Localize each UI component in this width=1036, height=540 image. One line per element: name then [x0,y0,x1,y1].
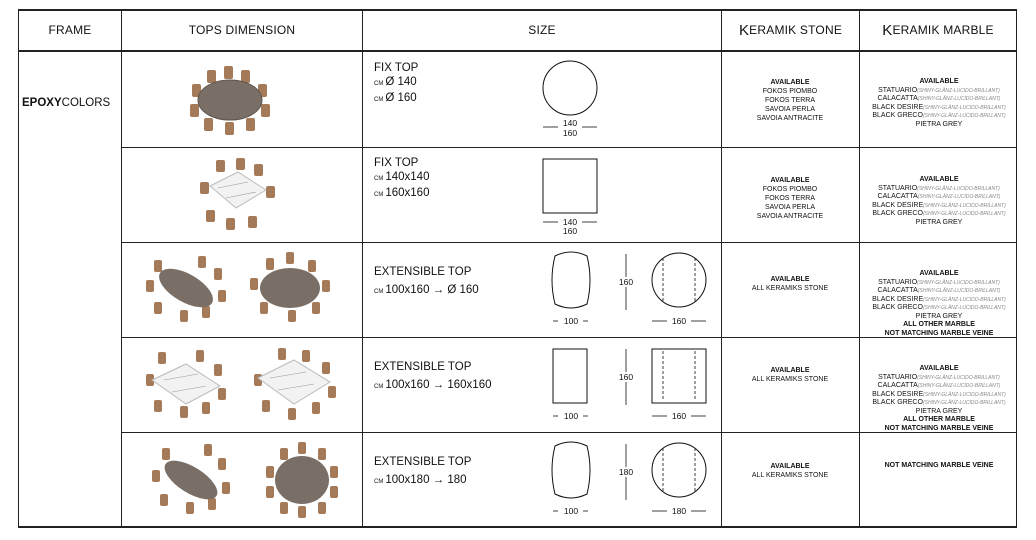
size-line [374,283,479,299]
dim-label: 140 [562,118,578,128]
shape-extensible-rect-to-square [545,345,715,427]
marble-item: CALACATTA(SHINY-GLÄNZ-LUCIDO-BRILLANT) [877,287,1001,294]
table-thumbnail-square-marble [196,156,278,234]
marble-availability: AVAILABLE [919,78,959,85]
header-keramik-stone-rest: ERAMIK STONE [749,23,843,37]
unit-label: CM [374,176,384,182]
stone-availability: AVAILABLE [770,463,810,470]
stone-cell-row-4 [722,366,858,384]
header-keramik-marble [860,10,1016,50]
marble-item: STATUARIO(SHINY-GLÄNZ-LUCIDO-BRILLANT) [878,278,1000,286]
marble-item: STATUARIO(SHINY-GLÄNZ-LUCIDO-BRILLANT) [878,184,1000,192]
stone-item: FOKOS TERRA [764,195,816,202]
marble-availability: AVAILABLE [919,270,959,277]
marble-item: BLACK GRECO(SHINY-GLÄNZ-LUCIDO-BRILLANT) [872,112,1006,119]
dim-label: 160 [562,128,578,138]
dimension-value: Ø 140 [385,76,417,88]
frame-rest: COLORS [61,97,111,109]
stone-item: FOKOS TERRA [764,97,816,104]
marble-item: BLACK DESIRE(SHINY-GLÄNZ-LUCIDO-BRILLANT) [872,295,1006,303]
header-tops-dimension [122,10,362,50]
header-keramik-stone-cap: K [738,21,750,39]
dim-label: 140 [562,217,578,227]
header-tops-dimension-text: TOPS DIMENSION [188,23,296,37]
stone-item: FOKOS PIOMBO [762,88,818,95]
size-title: FIX TOP [374,62,419,74]
size-line [374,378,491,394]
header-size [363,10,721,50]
shape-square-diagram [530,155,610,237]
unit-label: CM [374,289,384,295]
size-title: EXTENSIBLE TOP [374,361,472,373]
unit-label: CM [374,97,384,103]
dim-label: 160 [618,372,634,382]
size-label-row-5 [374,455,471,489]
size-title: EXTENSIBLE TOP [374,266,472,278]
table-thumbnail-round-dark [180,62,280,140]
marble-item: BLACK DESIRE(SHINY-GLÄNZ-LUCIDO-BRILLANT) [872,390,1006,398]
marble-item: ALL OTHER MARBLE [903,321,975,328]
marble-item: CALACATTA(SHINY-GLÄNZ-LUCIDO-BRILLANT) [877,95,1001,102]
size-line [374,170,429,186]
stone-availability: AVAILABLE [770,367,810,374]
row-divider [121,242,1017,243]
dimension-value: 100x160 → 160x160 [385,379,492,391]
stone-item: SAVOIA ANTRACITE [756,213,824,220]
shape-extensible-oval-to-round [545,250,715,332]
marble-item: STATUARIO(SHINY-GLÄNZ-LUCIDO-BRILLANT) [878,373,1000,381]
dim-label: 100 [563,506,579,516]
dimension-value: 100x180 → 180 [385,474,467,486]
stone-cell-row-2 [722,176,858,221]
marble-item: ALL OTHER MARBLE [903,416,975,423]
header-keramik-stone [722,10,859,50]
dimension-value: 100x160 → Ø 160 [385,284,479,296]
marble-availability: AVAILABLE [919,176,959,183]
stone-item: ALL KERAMIKS STONE [751,376,829,383]
table-thumbnail-ext-oval-dark-2 [146,440,236,520]
stone-item: SAVOIA ANTRACITE [756,115,824,122]
stone-availability: AVAILABLE [770,177,810,184]
marble-item: STATUARIO(SHINY-GLÄNZ-LUCIDO-BRILLANT) [878,86,1000,94]
header-keramik-marble-cap: K [882,21,893,39]
dim-label: 160 [671,316,687,326]
marble-cell-row-5 [860,462,1018,471]
unit-label: CM [374,192,384,198]
size-label-row-1 [374,61,418,107]
size-title: FIX TOP [374,157,419,169]
dimension-value: 160x160 [385,187,430,199]
stone-item: FOKOS PIOMBO [762,186,818,193]
header-size-text: SIZE [528,23,556,37]
stone-cell-row-1 [722,78,858,123]
marble-item: PIETRA GREY [915,218,963,226]
header-keramik-marble-rest: ERAMIK MARBLE [892,23,994,37]
stone-item: ALL KERAMIKS STONE [751,285,829,292]
unit-label: CM [374,81,384,87]
size-label-row-4 [374,360,491,394]
marble-item: PIETRA GREY [915,120,963,128]
size-line [374,473,471,489]
marble-item: NOT MATCHING MARBLE VEINE [884,424,994,432]
shape-round-diagram [530,58,610,140]
stone-availability: AVAILABLE [770,276,810,283]
table-thumbnail-ext-rect-marble [140,346,232,424]
dimension-value: Ø 160 [385,92,417,104]
marble-item: BLACK DESIRE(SHINY-GLÄNZ-LUCIDO-BRILLANT) [872,103,1006,111]
marble-cell-row-1 [860,78,1018,129]
stone-cell-row-5 [722,462,858,480]
stone-cell-row-3 [722,275,858,293]
header-frame [19,10,121,50]
marble-availability: AVAILABLE [919,365,959,372]
marble-item: NOT MATCHING MARBLE VEINE [884,462,994,469]
marble-item: BLACK GRECO(SHINY-GLÄNZ-LUCIDO-BRILLANT) [872,210,1006,217]
table-thumbnail-ext-oval-dark [140,250,232,328]
unit-label: CM [374,384,384,390]
size-label-row-3 [374,265,479,299]
marble-cell-row-3 [860,270,1018,338]
marble-item: BLACK GRECO(SHINY-GLÄNZ-LUCIDO-BRILLANT) [872,304,1006,311]
column-divider [18,9,19,528]
size-line [374,75,418,91]
unit-label: CM [374,479,384,485]
stone-availability: AVAILABLE [770,79,810,86]
table-bottom-border [18,526,1017,528]
dim-label: 160 [618,277,634,287]
dim-label: 160 [562,226,578,236]
marble-cell-row-4 [860,365,1018,433]
column-divider [362,9,363,528]
size-line [374,91,418,107]
dim-label: 100 [563,316,579,326]
dim-label: 160 [671,411,687,421]
stone-item: ALL KERAMIKS STONE [751,472,829,479]
table-thumbnail-ext-square-marble [248,346,340,424]
table-thumbnail-ext-round-dark-2 [262,440,342,520]
dim-label: 180 [671,506,687,516]
marble-cell-row-2 [860,176,1018,227]
stone-item: SAVOIA PERLA [764,204,816,211]
frame-epoxy-colors [22,97,110,109]
dimension-value: 140x140 [385,171,430,183]
shape-extensible-oval-to-round-180 [545,440,715,522]
marble-item: NOT MATCHING MARBLE VEINE [884,329,994,337]
frame-bold: EPOXY [22,97,62,109]
size-title: EXTENSIBLE TOP [374,456,472,468]
marble-item: BLACK DESIRE(SHINY-GLÄNZ-LUCIDO-BRILLANT) [872,201,1006,209]
table-thumbnail-ext-round-dark [244,250,336,328]
column-divider [121,9,122,528]
marble-item: PIETRA GREY [915,407,963,415]
dim-label: 180 [618,467,634,477]
marble-item: CALACATTA(SHINY-GLÄNZ-LUCIDO-BRILLANT) [877,382,1001,389]
dim-label: 100 [563,411,579,421]
marble-item: CALACATTA(SHINY-GLÄNZ-LUCIDO-BRILLANT) [877,193,1001,200]
marble-item: BLACK GRECO(SHINY-GLÄNZ-LUCIDO-BRILLANT) [872,399,1006,406]
size-label-row-2 [374,156,429,202]
size-line [374,186,429,202]
stone-item: SAVOIA PERLA [764,106,816,113]
header-bottom-border [18,50,1017,52]
marble-item: PIETRA GREY [915,312,963,320]
row-divider [121,147,1017,148]
header-frame-text: FRAME [48,23,92,37]
